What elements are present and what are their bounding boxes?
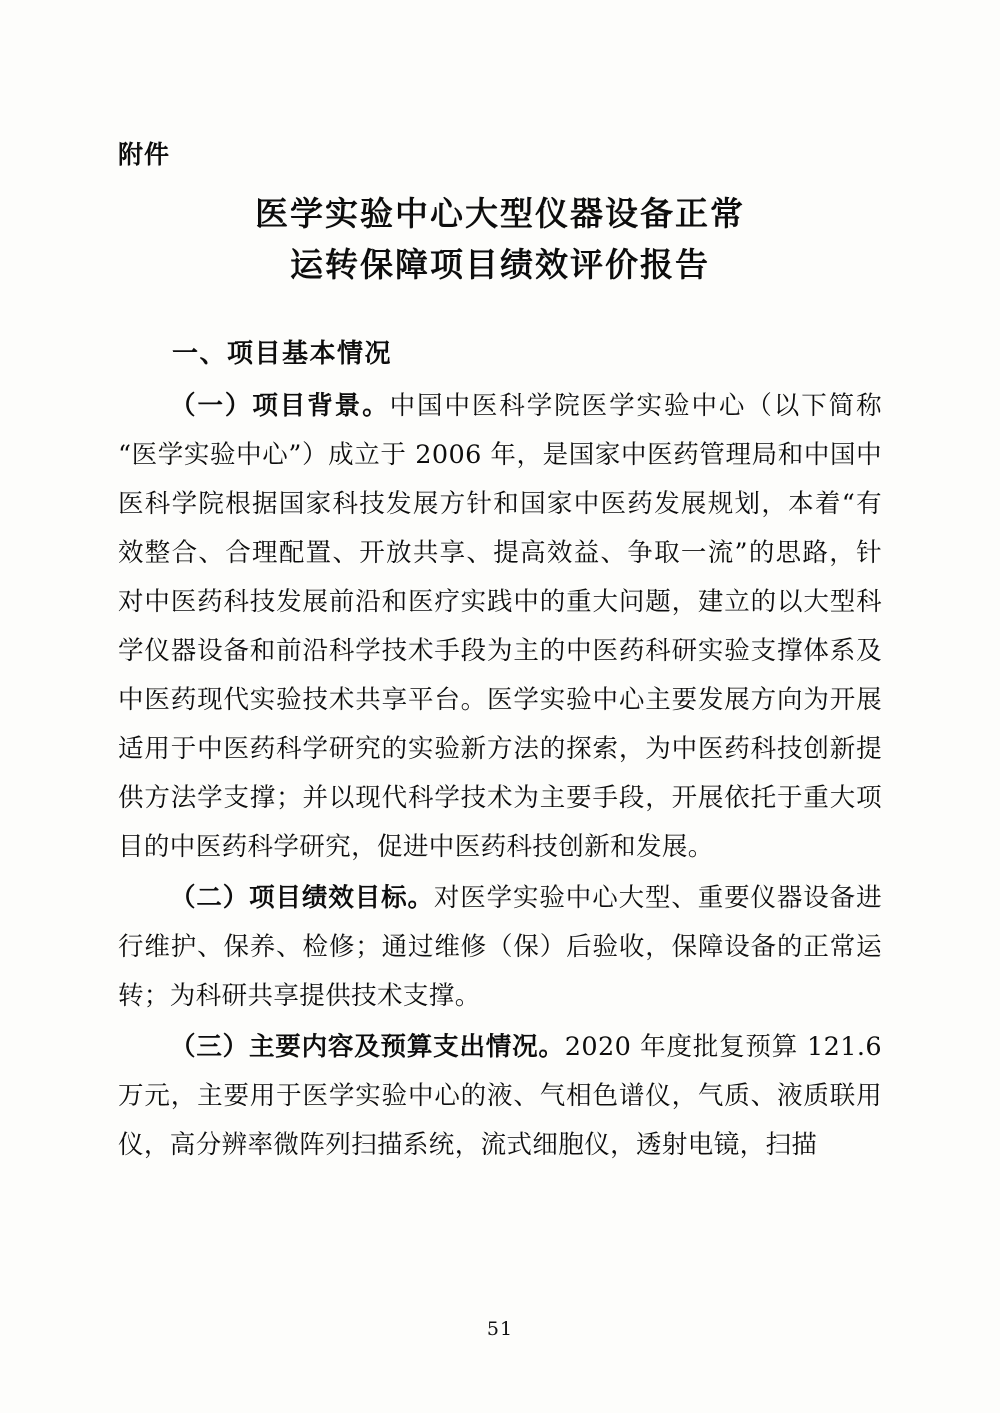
page-title-line-2: 运转保障项目绩效评价报告 (290, 245, 710, 285)
paragraph-lead-goals: （二）项目绩效目标。 (170, 883, 434, 913)
section-heading-basic-info: 一、项目基本情况 (172, 339, 393, 370)
paragraph-body-background: 中国中医科学院医学实验中心（以下简称“医学实验中心”）成立于 2006 年，是国家中医药管理局和中国中医科学院根据国家科技发展方针和国家中医药发展规划，本着“有效整合、合理配置、开放共享、提高效益、争取一流”的思路，针对中医药科技发展前沿和医疗实践中的重大问题，建立的以大型科学仪器设备和前沿科学技术手段为主的中医药科研实验支撑体系及中医药现代实验技术共享平台。医学实验中心主要发展方向为开展适用于中医药科学研究的实验新方法的探索，为中医药科技创新提供方法学支撑；并以现代科学技术为主要手段，开展依托于重大项目的中医药科学研究，促进中医药科技创新和发展。 (118, 391, 883, 863)
page-title-line-1: 医学实验中心大型仪器设备正常 (255, 194, 745, 233)
page-number: 51 (486, 1318, 514, 1340)
paragraph-body-goals: 对医学实验中心大型、重要仪器设备进行维护、保养、检修；通过维修（保）后验收，保障设备的正常运转；为科研共享提供技术支撑。 (118, 883, 882, 1011)
page-content (118, 140, 882, 1172)
attachment-label: 附件 (118, 140, 171, 169)
paragraph-lead-background: （一）项目背景。 (170, 391, 390, 422)
page-title (118, 188, 882, 290)
paragraph-body-budget: 2020 年度批复预算 121.6 万元，主要用于医学实验中心的液、气相色谱仪，气质、液质联用仪，高分辨率微阵列扫描系统，流式细胞仪，透射电镜，扫描 (118, 1031, 882, 1160)
paragraph-project-background (118, 382, 882, 872)
paragraph-content-budget (118, 1023, 882, 1170)
paragraph-lead-budget: （三）主要内容及预算支出情况。 (170, 1031, 565, 1062)
paragraph-performance-goals (118, 874, 882, 1021)
